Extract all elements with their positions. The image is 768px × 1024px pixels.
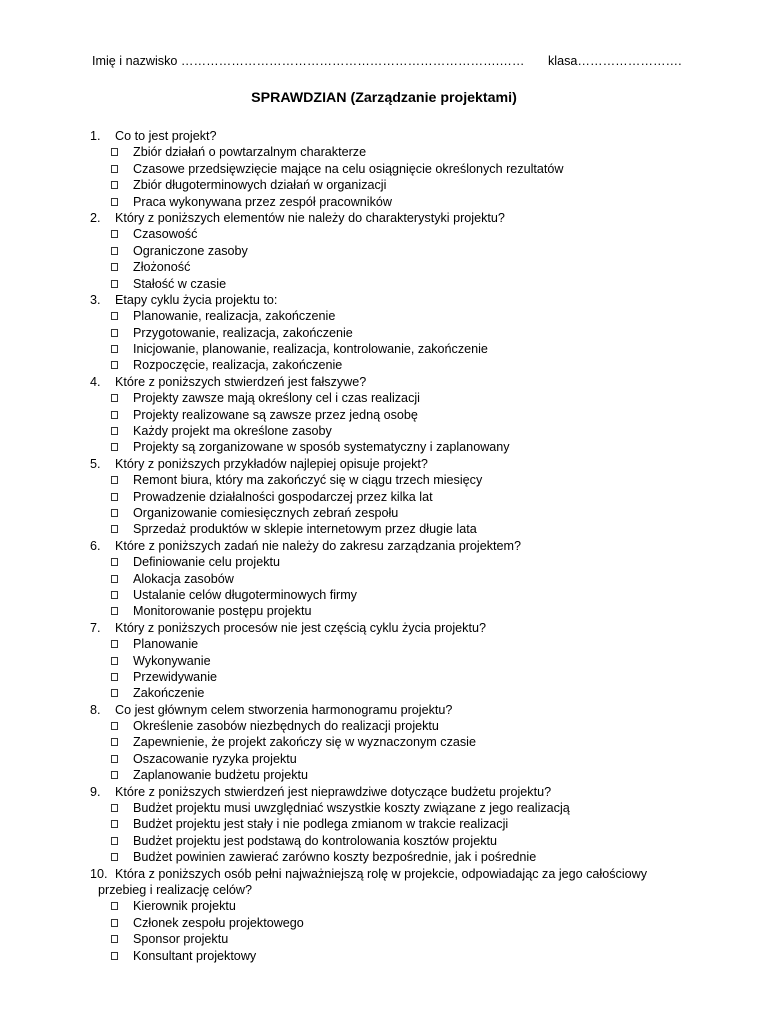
checkbox-icon[interactable] [111,165,118,173]
answer-text: Oszacowanie ryzyka projektu [133,751,297,766]
answer-text: Organizowanie comiesięcznych zebrań zespołu [133,505,399,520]
answer-option[interactable] [0,144,768,160]
question-number: 5. [90,456,101,471]
checkbox-icon[interactable] [111,263,118,271]
checkbox-icon[interactable] [111,771,118,779]
answer-option[interactable] [0,734,768,750]
answer-text: Sprzedaż produktów w sklepie internetowym przez długie lata [133,522,477,537]
checkbox-icon[interactable] [111,919,118,927]
answer-option[interactable] [0,669,768,685]
answer-text: Czasowe przedsięwzięcie mające na celu osiągnięcie określonych rezultatów [133,161,564,176]
checkbox-icon[interactable] [111,738,118,746]
answer-text: Remont biura, który ma zakończyć się w ciągu trzech miesięcy [133,473,483,488]
question-text: Co jest głównym celem stworzenia harmonogramu projektu? [115,702,453,717]
question-5 [0,456,768,472]
answer-option[interactable] [0,636,768,652]
answer-text: Budżet projektu jest podstawą do kontrolowania kosztów projektu [133,833,498,848]
answer-option[interactable] [0,390,768,406]
answer-text: Projekty realizowane są zawsze przez jedną osobę [133,407,418,422]
question-text: Co to jest projekt? [115,129,217,143]
answer-option[interactable] [0,751,768,767]
question-number: 6. [90,538,101,553]
checkbox-icon[interactable] [111,837,118,845]
answer-text: Zbiór długoterminowych działań w organizacji [133,178,387,193]
answer-option[interactable] [0,439,768,455]
answer-text: Monitorowanie postępu projektu [133,604,312,619]
checkbox-icon[interactable] [111,443,118,451]
question-text-continuation [0,882,768,898]
answer-option[interactable] [0,571,768,587]
answer-option[interactable] [0,653,768,669]
answer-text: Prowadzenie działalności gospodarczej przez kilka lat [133,489,433,504]
answer-text: Przewidywanie [133,669,217,684]
question-4 [0,374,768,390]
answer-option[interactable] [0,226,768,242]
checkbox-icon[interactable] [111,657,118,665]
question-number: 2. [90,210,101,225]
checkbox-icon[interactable] [111,394,118,402]
checkbox-icon[interactable] [111,525,118,533]
checkbox-icon[interactable] [111,198,118,206]
question-6 [0,538,768,554]
answer-option[interactable] [0,161,768,177]
answer-option[interactable] [0,325,768,341]
checkbox-icon[interactable] [111,411,118,419]
question-number: 10. [90,866,108,881]
question-text: Etapy cyklu życia projektu to: [115,292,278,307]
checkbox-icon[interactable] [111,722,118,730]
answer-text: Budżet powinien zawierać zarówno koszty bezpośrednie, jak i pośrednie [133,850,537,865]
checkbox-icon[interactable] [111,148,118,156]
checkbox-icon[interactable] [111,804,118,812]
question-number: 8. [90,702,101,717]
answer-option[interactable] [0,718,768,734]
question-text: Który z poniższych przykładów najlepiej opisuje projekt? [115,456,428,471]
answer-option[interactable] [0,505,768,521]
question-number: 1. [90,129,101,143]
answer-option[interactable] [0,489,768,505]
question-9 [0,784,768,800]
answer-text: Planowanie [133,637,199,652]
answer-option[interactable] [0,243,768,259]
question-2 [0,210,768,226]
question-number: 7. [90,620,101,635]
student-name-line: Imię i nazwisko ………………………………………………………………….…… [92,54,525,68]
answer-text: Projekty zawsze mają określony cel i czas realizacji [133,391,420,406]
answer-text: Planowanie, realizacja, zakończenie [133,309,336,324]
question-text: Które z poniższych stwierdzeń jest nieprawdziwe dotyczące budżetu projektu? [115,784,552,799]
page-title: SPRAWDZIAN (Zarządzanie projektami) [251,90,517,106]
checkbox-icon[interactable] [111,853,118,861]
answer-option[interactable] [0,194,768,210]
question-number: 3. [90,292,101,307]
answer-option[interactable] [0,587,768,603]
question-text: Które z poniższych stwierdzeń jest fałszywe? [115,374,367,389]
answer-text: Zaplanowanie budżetu projektu [133,768,309,783]
checkbox-icon[interactable] [111,689,118,697]
answer-text: Przygotowanie, realizacja, zakończenie [133,325,353,340]
checkbox-icon[interactable] [111,820,118,828]
question-10 [0,866,768,882]
question-number: 9. [90,784,101,799]
answer-text: Praca wykonywana przez zespół pracowników [133,194,392,209]
answer-text: Każdy projekt ma określone zasoby [133,424,332,439]
answer-option[interactable] [0,308,768,324]
answer-option[interactable] [0,767,768,783]
answer-text: Zakończenie [133,686,205,701]
answer-text: Ustalanie celów długoterminowych firmy [133,587,357,602]
checkbox-icon[interactable] [111,427,118,435]
answer-option[interactable] [0,931,768,947]
checkbox-icon[interactable] [111,902,118,910]
answer-option[interactable] [0,849,768,865]
question-text: Który z poniższych procesów nie jest częścią cyklu życia projektu? [115,620,486,635]
answer-option[interactable] [0,341,768,357]
question-text: przebieg i realizację celów? [98,882,253,897]
answer-option[interactable] [0,276,768,292]
checkbox-icon[interactable] [111,230,118,238]
answer-option[interactable] [0,472,768,488]
answer-option[interactable] [0,521,768,537]
answer-text: Stałość w czasie [133,276,227,291]
checkbox-icon[interactable] [111,755,118,763]
question-3 [0,292,768,308]
answer-text: Czasowość [133,227,198,242]
answer-option[interactable] [0,685,768,701]
answer-option[interactable] [0,915,768,931]
question-1 [0,128,768,144]
checkbox-icon[interactable] [111,493,118,501]
answer-option[interactable] [0,948,768,964]
answer-option[interactable] [0,816,768,832]
checkbox-icon[interactable] [111,312,118,320]
checkbox-icon[interactable] [111,181,118,189]
answer-text: Określenie zasobów niezbędnych do realizacji projektu [133,719,439,734]
answer-option[interactable] [0,603,768,619]
answer-option[interactable] [0,800,768,816]
checkbox-icon[interactable] [111,361,118,369]
answer-option[interactable] [0,177,768,193]
answer-text: Sponsor projektu [133,932,229,947]
answer-text: Członek zespołu projektowego [133,915,304,930]
question-text: Który z poniższych elementów nie należy do charakterystyki projektu? [115,210,505,225]
answer-text: Zapewnienie, że projekt zakończy się w wyznaczonym czasie [133,735,476,750]
answer-text: Projekty są zorganizowane w sposób systematyczny i zaplanowany [133,440,510,455]
question-list [0,128,768,964]
answer-text: Budżet projektu jest stały i nie podlega zmianom w trakcie realizacji [133,817,509,832]
checkbox-icon[interactable] [111,509,118,517]
class-line: klasa……………………. [548,54,682,68]
answer-text: Rozpoczęcie, realizacja, zakończenie [133,358,343,373]
checkbox-icon[interactable] [111,591,118,599]
answer-option[interactable] [0,554,768,570]
checkbox-icon[interactable] [111,345,118,353]
checkbox-icon[interactable] [111,607,118,615]
answer-text: Zbiór działań o powtarzalnym charakterze [133,145,367,160]
answer-text: Konsultant projektowy [133,948,257,963]
checkbox-icon[interactable] [111,280,118,288]
question-text: Które z poniższych zadań nie należy do zakresu zarządzania projektem? [115,538,522,553]
checkbox-icon[interactable] [111,476,118,484]
answer-text: Ograniczone zasoby [133,243,248,258]
answer-option[interactable] [0,423,768,439]
checkbox-icon[interactable] [111,329,118,337]
checkbox-icon[interactable] [111,640,118,648]
checkbox-icon[interactable] [111,935,118,943]
question-8 [0,702,768,718]
question-7 [0,620,768,636]
answer-text: Definiowanie celu projektu [133,555,281,570]
answer-text: Budżet projektu musi uwzględniać wszystkie koszty związane z jego realizacją [133,801,570,816]
answer-option[interactable] [0,407,768,423]
answer-text: Kierownik projektu [133,899,236,914]
checkbox-icon[interactable] [111,575,118,583]
checkbox-icon[interactable] [111,673,118,681]
question-number: 4. [90,374,101,389]
answer-option[interactable] [0,898,768,914]
answer-option[interactable] [0,357,768,373]
checkbox-icon[interactable] [111,952,118,960]
answer-text: Inicjowanie, planowanie, realizacja, kontrolowanie, zakończenie [133,342,488,357]
question-text: Która z poniższych osób pełni najważniejszą rolę w projekcie, odpowiadając za jego całościowy [115,866,648,881]
checkbox-icon[interactable] [111,247,118,255]
answer-option[interactable] [0,833,768,849]
answer-text: Złożoność [133,260,191,275]
answer-text: Wykonywanie [133,653,211,668]
answer-text: Alokacja zasobów [133,571,234,586]
answer-option[interactable] [0,259,768,275]
checkbox-icon[interactable] [111,558,118,566]
